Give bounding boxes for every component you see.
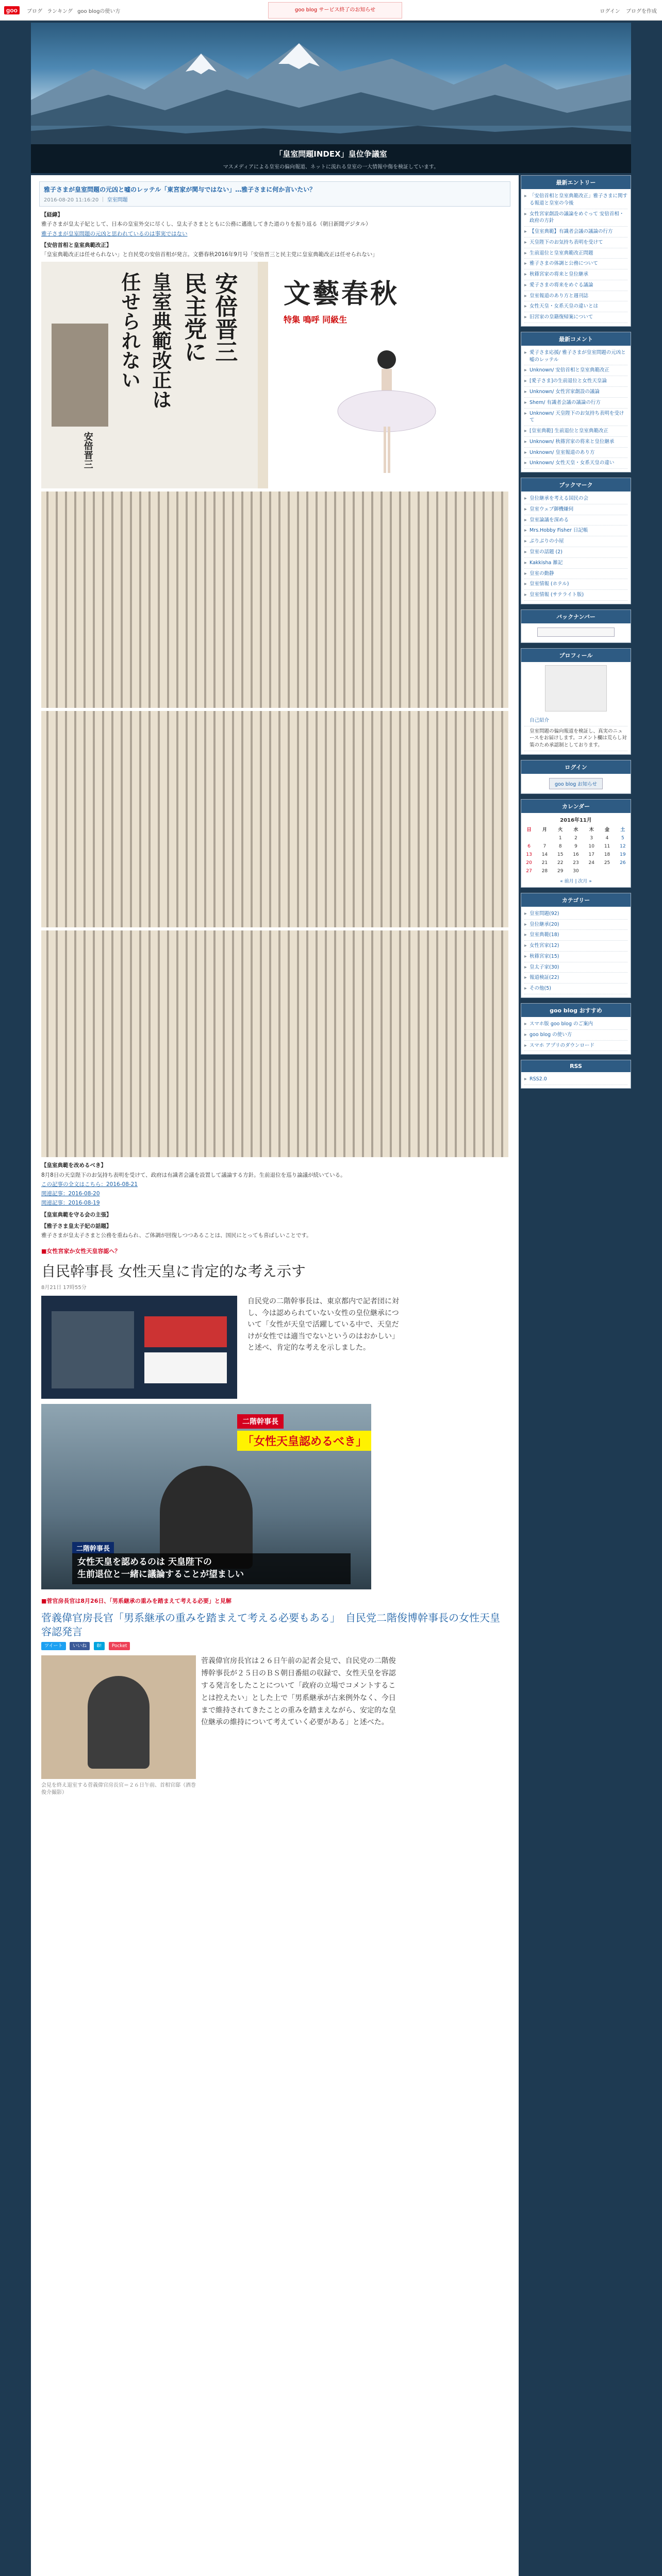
calendar-day-name: 月 (542, 827, 547, 833)
backnumber-heading: バックナンバー (521, 610, 631, 623)
category-link[interactable]: ▸ 秋篠宮家(15) (524, 952, 627, 962)
goo-recommend-link[interactable]: ▸ goo blog の使い方 (524, 1030, 627, 1041)
calendar-cell: 13 (526, 852, 532, 857)
tv-news-block (41, 1296, 508, 1399)
video-caption-line-2: 生前退位と一緒に議論することが望ましい (77, 1569, 244, 1580)
main-column (31, 175, 519, 2576)
news-text: 菅義偉官房長官は２６日午前の記者会見で、自民党の二階俊博幹事長が２５日のＢＳ朝日番組の収録で、女性天皇を容認する発言をしたことについて「政府の立場でコメントすることは控えたい」とした上で「男系継承が古来例外なく、今日まで維持されてきたことの重みを踏まえながら、安定的な皇位継承の維持について考えていく必要がある」と述べた。 (201, 1657, 396, 1727)
recent-entry[interactable]: ▸ 皇室報道のあり方と週刊誌 (524, 291, 627, 302)
recent-entry[interactable]: ▸ 生前退位と皇室典範改正問題 (524, 248, 627, 259)
calendar-day-name: 日 (526, 827, 532, 833)
recent-comments-box (521, 332, 631, 472)
category-heading: カテゴリー (521, 893, 631, 907)
calendar-cell: 3 (590, 835, 593, 841)
video-caption (72, 1553, 351, 1584)
body-paragraph: 8月8日の天皇陛下のお気持ち表明を受けて、政府は有識者会議を設置して議論する方針。生前退位を巡り論議が続いている。 (41, 1172, 346, 1178)
goo-recommend-box (521, 1003, 631, 1055)
recent-entry[interactable]: ▸ 雅子さまの体調と公務について (524, 259, 627, 269)
calendar-cell: 9 (574, 843, 577, 849)
bookmark-link[interactable]: ▸ 皇室ウェブ御機嫌伺 (524, 504, 627, 515)
bookmark-link[interactable]: ▸ 皇室情報 (サテライト版) (524, 590, 627, 601)
magazine-headline-1: 安倍晋三 (211, 272, 238, 363)
video-caption-line-1: 女性天皇を認めるのは 天皇陛下の (77, 1557, 212, 1568)
calendar-cell (584, 867, 599, 875)
bookmark-link[interactable]: ▸ 皇室の話題 (2) (524, 547, 627, 558)
blog-subtitle: マスメディアによる皇室の偏向報道、ネットに流れる皇室の一大情報中傷を検証しています。 (223, 164, 439, 170)
related-link-3[interactable]: 関連記事：2016-08-19 (41, 1200, 100, 1207)
toolbar-right (595, 7, 657, 14)
toolbar-link-ranking[interactable]: ランキング (47, 9, 73, 14)
pocket-button[interactable]: Pocket (109, 1642, 130, 1650)
bookmark-box (521, 478, 631, 604)
mountain-banner-image (31, 23, 631, 146)
category-link[interactable]: ▸ 報道検証(22) (524, 973, 627, 984)
bookmark-list (521, 492, 631, 604)
calendar-box (521, 799, 631, 888)
toolbar-links (27, 7, 123, 14)
news-block (41, 1655, 508, 1805)
calendar-cell: 20 (526, 860, 532, 866)
video-label-main: 「女性天皇認めるべき」 (237, 1431, 371, 1451)
category-box (521, 893, 631, 998)
category-link[interactable]: ▸ その他(5) (524, 984, 627, 994)
scanned-article-page-3 (41, 930, 508, 1157)
magazine-headline-3: 皇室典範改正は (148, 272, 172, 410)
calendar-cell (615, 867, 631, 875)
recent-entry[interactable]: ▸ 女性宮家創設の議論をめぐって 安倍首相・政府の方針 (524, 209, 627, 227)
toolbar-link-blog[interactable]: ブログ (27, 9, 42, 14)
section-heading: 【皇室典範を守る会の主張】 (41, 1211, 112, 1218)
recent-comments-list (521, 346, 631, 472)
calendar-nav[interactable]: « 前月 | 次月 » (560, 878, 592, 884)
profile-image (545, 665, 607, 711)
tweet-button[interactable]: ツイート (41, 1642, 66, 1650)
bookmark-link[interactable]: ▸ 皇室論議を深める (524, 515, 627, 526)
recent-entries-heading: 最新エントリー (521, 176, 631, 189)
magazine-badge: 特集 鳴呼 同級生 (284, 315, 347, 325)
section-heading: 【経緯】 (41, 212, 63, 218)
blog-title[interactable]: 「皇室問題INDEX」皇位争議室 (275, 149, 387, 159)
rss-box (521, 1060, 631, 1089)
magazine-cover (268, 262, 508, 488)
recent-comment[interactable]: ▸ Unknown/ 女性宮家創設の議論 (524, 387, 627, 398)
body-link[interactable]: 雅子さまが皇室問題の元凶と思われているのは事実ではない (41, 230, 188, 237)
bookmark-link[interactable]: ▸ ぶりぶりの小屋 (524, 536, 627, 547)
category-link[interactable]: ▸ 皇位継承(20) (524, 920, 627, 930)
calendar-cell: 16 (573, 852, 579, 857)
calendar-cell: 19 (620, 852, 626, 857)
calendar-cell: 1 (558, 835, 562, 841)
entry-header (39, 181, 510, 207)
toolbar-link-howto[interactable]: goo blogの使い方 (77, 9, 121, 14)
recent-entry[interactable]: ▸ 【皇室典範】有識者会議の議論の行方 (524, 227, 627, 238)
profile-text (521, 714, 631, 754)
goo-logo[interactable]: goo (4, 6, 20, 14)
entry-body-links (41, 1161, 508, 1240)
blog-header (31, 23, 631, 173)
section-heading-female-emperor: ■女性宮家か女性天皇容認へ？ (41, 1248, 121, 1255)
tv-video-still[interactable] (41, 1404, 371, 1589)
entry-body-intro (41, 211, 508, 259)
calendar-day-name: 火 (558, 827, 563, 833)
bookmark-link[interactable]: ▸ 皇室情報 (ホテル) (524, 579, 627, 590)
rss-heading: RSS (521, 1060, 631, 1072)
calendar-day-name: 土 (620, 827, 625, 833)
calendar-day-name: 木 (589, 827, 594, 833)
recent-comment[interactable]: ▸ 愛子さま応援/ 雅子さまが皇室問題の元凶と嘘のレッテル (524, 348, 627, 366)
calendar-cell: 22 (557, 860, 564, 866)
like-button[interactable]: いいね (70, 1642, 90, 1650)
top-toolbar (0, 0, 662, 21)
calendar-cell: 30 (573, 868, 579, 874)
calendar-cell: 27 (526, 868, 532, 874)
category-list (521, 907, 631, 997)
calendar-table (521, 824, 631, 875)
recent-comment[interactable]: ▸ [愛子さま]の生前退位と女性天皇論 (524, 376, 627, 387)
calendar-cell (599, 867, 615, 875)
calendar-cell: 7 (543, 843, 547, 849)
body-paragraph: 雅子さまが皇太子さまと公務を重ねられ、ご体調が回復しつつあることは、国民にとっても喜ばしいことです。 (41, 1232, 312, 1239)
news-photo-caption: 会見を終え退室する菅義偉官房長官＝２６日午前、首相官邸（酒巻俊介撮影） (41, 1783, 196, 1796)
recent-entry[interactable]: ▸ 「安倍首相と皇室典範改正」雅子さまに関する報道と皇室の今後 (524, 191, 627, 209)
news-photo (41, 1655, 196, 1779)
magazine-headline-2: 民主党に (180, 272, 207, 363)
calendar-cell: 15 (557, 852, 564, 857)
video-caption-name: 二階幹事長 (72, 1542, 114, 1554)
service-end-notice[interactable]: goo blog サービス終了のお知らせ (268, 2, 402, 19)
profile-label: 自己紹介 (524, 716, 627, 726)
goo-recommend-link[interactable]: ▸ スマホ版 goo blog のご案内 (524, 1019, 627, 1030)
goo-recommend-list (521, 1017, 631, 1054)
calendar-cell: 8 (558, 843, 562, 849)
entry-meta: 2016-08-20 11:16:20 ｜ 皇室問題 (44, 197, 128, 203)
bookmark-link[interactable]: ▸ Mrs.Hobby Fisher 日記帳 (524, 526, 627, 536)
login-heading: ログイン (521, 760, 631, 774)
video-label-top: 二階幹事長 (237, 1414, 284, 1429)
tv-news-thumbnail[interactable] (41, 1296, 237, 1399)
bookmark-link[interactable]: ▸ Kakkisha 雑記 (524, 558, 627, 569)
body-paragraph: 「皇室典範改正は任せられない」と自民党の安倍首相が発言。文藝春秋2016年9月号「安倍晋三と民主党に皇室典範改正は任せられない」 (41, 251, 378, 258)
share-buttons (41, 1642, 508, 1651)
category-link[interactable]: ▸ 女性宮家(12) (524, 941, 627, 952)
recent-comment[interactable]: ▸ Unknown/ 皇室報道のあり方 (524, 448, 627, 459)
recent-comments-heading: 最新コメント (521, 332, 631, 346)
calendar-cell: 4 (605, 835, 609, 841)
calendar-cell: 18 (604, 852, 610, 857)
calendar-cell: 29 (557, 868, 564, 874)
calendar-cell: 21 (541, 860, 548, 866)
profile-description: 皇室問題の偏向報道を検証し、真実のニュースをお届けします。コメント欄は荒らし対策のため承認制としております。 (524, 726, 627, 751)
tv-news-summary: 自民党の二階幹事長は、東京都内で記者団に対し、今は認められていない女性の皇位継承について「女性が天皇で活躍している中で、天皇だけが女性では適当でないというのはおかしい」と述べ、肯定的な考えを示しました。 (247, 1297, 399, 1352)
calendar-cell: 11 (604, 843, 610, 849)
login-link[interactable]: ログイン (600, 9, 620, 14)
calendar-cell: 23 (573, 860, 579, 866)
profile-heading: プロフィール (521, 649, 631, 662)
recent-entry[interactable]: ▸ 女性天皇・女系天皇の違いとは (524, 301, 627, 312)
calendar-cell (537, 834, 552, 842)
recent-comment[interactable]: ▸ Unknown/ 安倍首相と皇室典範改正 (524, 365, 627, 376)
backnumber-select[interactable] (537, 628, 615, 637)
goo-recommend-link[interactable]: ▸ スマホ アプリのダウンロード (524, 1041, 627, 1052)
bookmark-link[interactable]: ▸ 皇室の動静 (524, 569, 627, 580)
magazine-headline-4: 任せられない (118, 272, 141, 390)
hatena-bookmark-button[interactable]: B! (94, 1642, 105, 1650)
calendar-day-name: 金 (605, 827, 610, 833)
header-titlebar (31, 144, 631, 173)
recent-comment[interactable]: ▸ Unknown/ 女性天皇・女系天皇の違い (524, 458, 627, 469)
related-link-1[interactable]: この記事の全文はこちら：2016-08-21 (41, 1181, 138, 1188)
bookmark-heading: ブックマーク (521, 478, 631, 492)
backnumber-box (521, 609, 631, 643)
recent-entry[interactable]: ▸ 天皇陛下のお気持ち表明を受けて (524, 238, 627, 248)
calendar-cell: 14 (541, 852, 548, 857)
sidebar (521, 175, 631, 2576)
related-link-2[interactable]: 関連記事：2016-08-20 (41, 1191, 100, 1197)
login-box (521, 760, 631, 794)
calendar-cell: 24 (588, 860, 594, 866)
calendar-cell: 10 (588, 843, 594, 849)
ballerina-image (335, 339, 438, 478)
recent-entries-box (521, 175, 631, 327)
recent-comment[interactable]: ▸ Shem/ 有識者会議の議論の行方 (524, 398, 627, 409)
recent-comment[interactable]: ▸ [皇室典範] 生前退位と皇室典範改正 (524, 426, 627, 437)
profile-box (521, 648, 631, 755)
entry-category[interactable]: 皇室問題 (107, 197, 128, 203)
recent-comment[interactable]: ▸ Unknown/ 秋篠宮家の将来と皇位継承 (524, 437, 627, 448)
calendar-cell (521, 834, 537, 842)
calendar-cell: 28 (541, 868, 548, 874)
calendar-cell: 6 (527, 843, 531, 849)
recent-entry[interactable]: ▸ 愛子さまの将来をめぐる議論 (524, 280, 627, 291)
calendar-cell: 25 (604, 860, 610, 866)
calendar-month: 2016年11月 (560, 817, 592, 823)
scanned-article-page-2 (41, 711, 508, 927)
section-heading: 【雅子さま皇太子妃の話題】 (41, 1223, 112, 1229)
recent-entry[interactable]: ▸ 旧宮家の皇籍復帰案について (524, 312, 627, 323)
entry-date: 2016-08-20 11:16:20 (44, 197, 99, 203)
calendar-cell: 17 (588, 852, 594, 857)
create-blog-link[interactable]: ブログを作成 (626, 9, 657, 14)
body-paragraph: 雅子さまが皇太子妃として、日本の皇室外交に尽くし、皇太子さまとともに公務に邁進してきた道のりを振り返る（朝日新聞デジタル） (41, 221, 371, 228)
recent-entry[interactable]: ▸ 秋篠宮家の将来と皇位継承 (524, 269, 627, 280)
section-heading: 【安倍首相と皇室典範改正】 (41, 242, 112, 248)
calendar-day-name: 水 (573, 827, 578, 833)
rss-list (521, 1072, 631, 1088)
calendar-heading: カレンダー (521, 800, 631, 813)
calendar-cell: 2 (574, 835, 577, 841)
goo-recommend-heading: goo blog おすすめ (521, 1004, 631, 1017)
rss-link[interactable]: ▸ RSS2.0 (524, 1074, 627, 1085)
portrait-photo (52, 324, 108, 427)
tv-news-headline: 自民幹事長 女性天皇に肯定的な考え示す (41, 1263, 306, 1280)
news-headline: 菅義偉官房長官「男系継承の重みを踏まえて考える必要もある」 自民党二階俊博幹事長の女性天皇容認発言 (41, 1612, 500, 1638)
magazine-author: 安倍晋三 (82, 432, 93, 469)
login-notice-link[interactable]: goo blog お知らせ (549, 778, 603, 789)
bookmark-link[interactable]: ▸ 皇位継承を考える国民の会 (524, 494, 627, 504)
scanned-article-page-1 (41, 492, 508, 708)
calendar-cell: 5 (621, 835, 624, 841)
section-heading: 【皇室典範を改めるべき】 (41, 1162, 106, 1169)
magazine-name: 文藝春秋 (284, 278, 400, 310)
category-link[interactable]: ▸ 皇太子家(30) (524, 962, 627, 973)
recent-entries-list (521, 189, 631, 326)
category-link[interactable]: ▸ 皇室問題(92) (524, 909, 627, 920)
calendar-cell: 12 (620, 843, 626, 849)
calendar-cell: 26 (620, 860, 626, 866)
magazine-image (41, 262, 508, 488)
tv-news-date: 8月21日 17時55分 (41, 1285, 87, 1291)
entry-title[interactable]: 雅子さまが皇室問題の元凶と嘘のレッテル「東宮家が関与ではない」…雅子さまに何か言いたい？ (44, 186, 316, 193)
magazine-article-scan (41, 262, 258, 488)
category-link[interactable]: ▸ 皇室典範(18) (524, 930, 627, 941)
section-heading-government: ■菅官房長官は8月26日、「男系継承の重みを踏まえて考える必要」と見解 (41, 1598, 231, 1605)
recent-comment[interactable]: ▸ Unknown/ 天皇陛下のお気持ち表明を受けて (524, 409, 627, 427)
